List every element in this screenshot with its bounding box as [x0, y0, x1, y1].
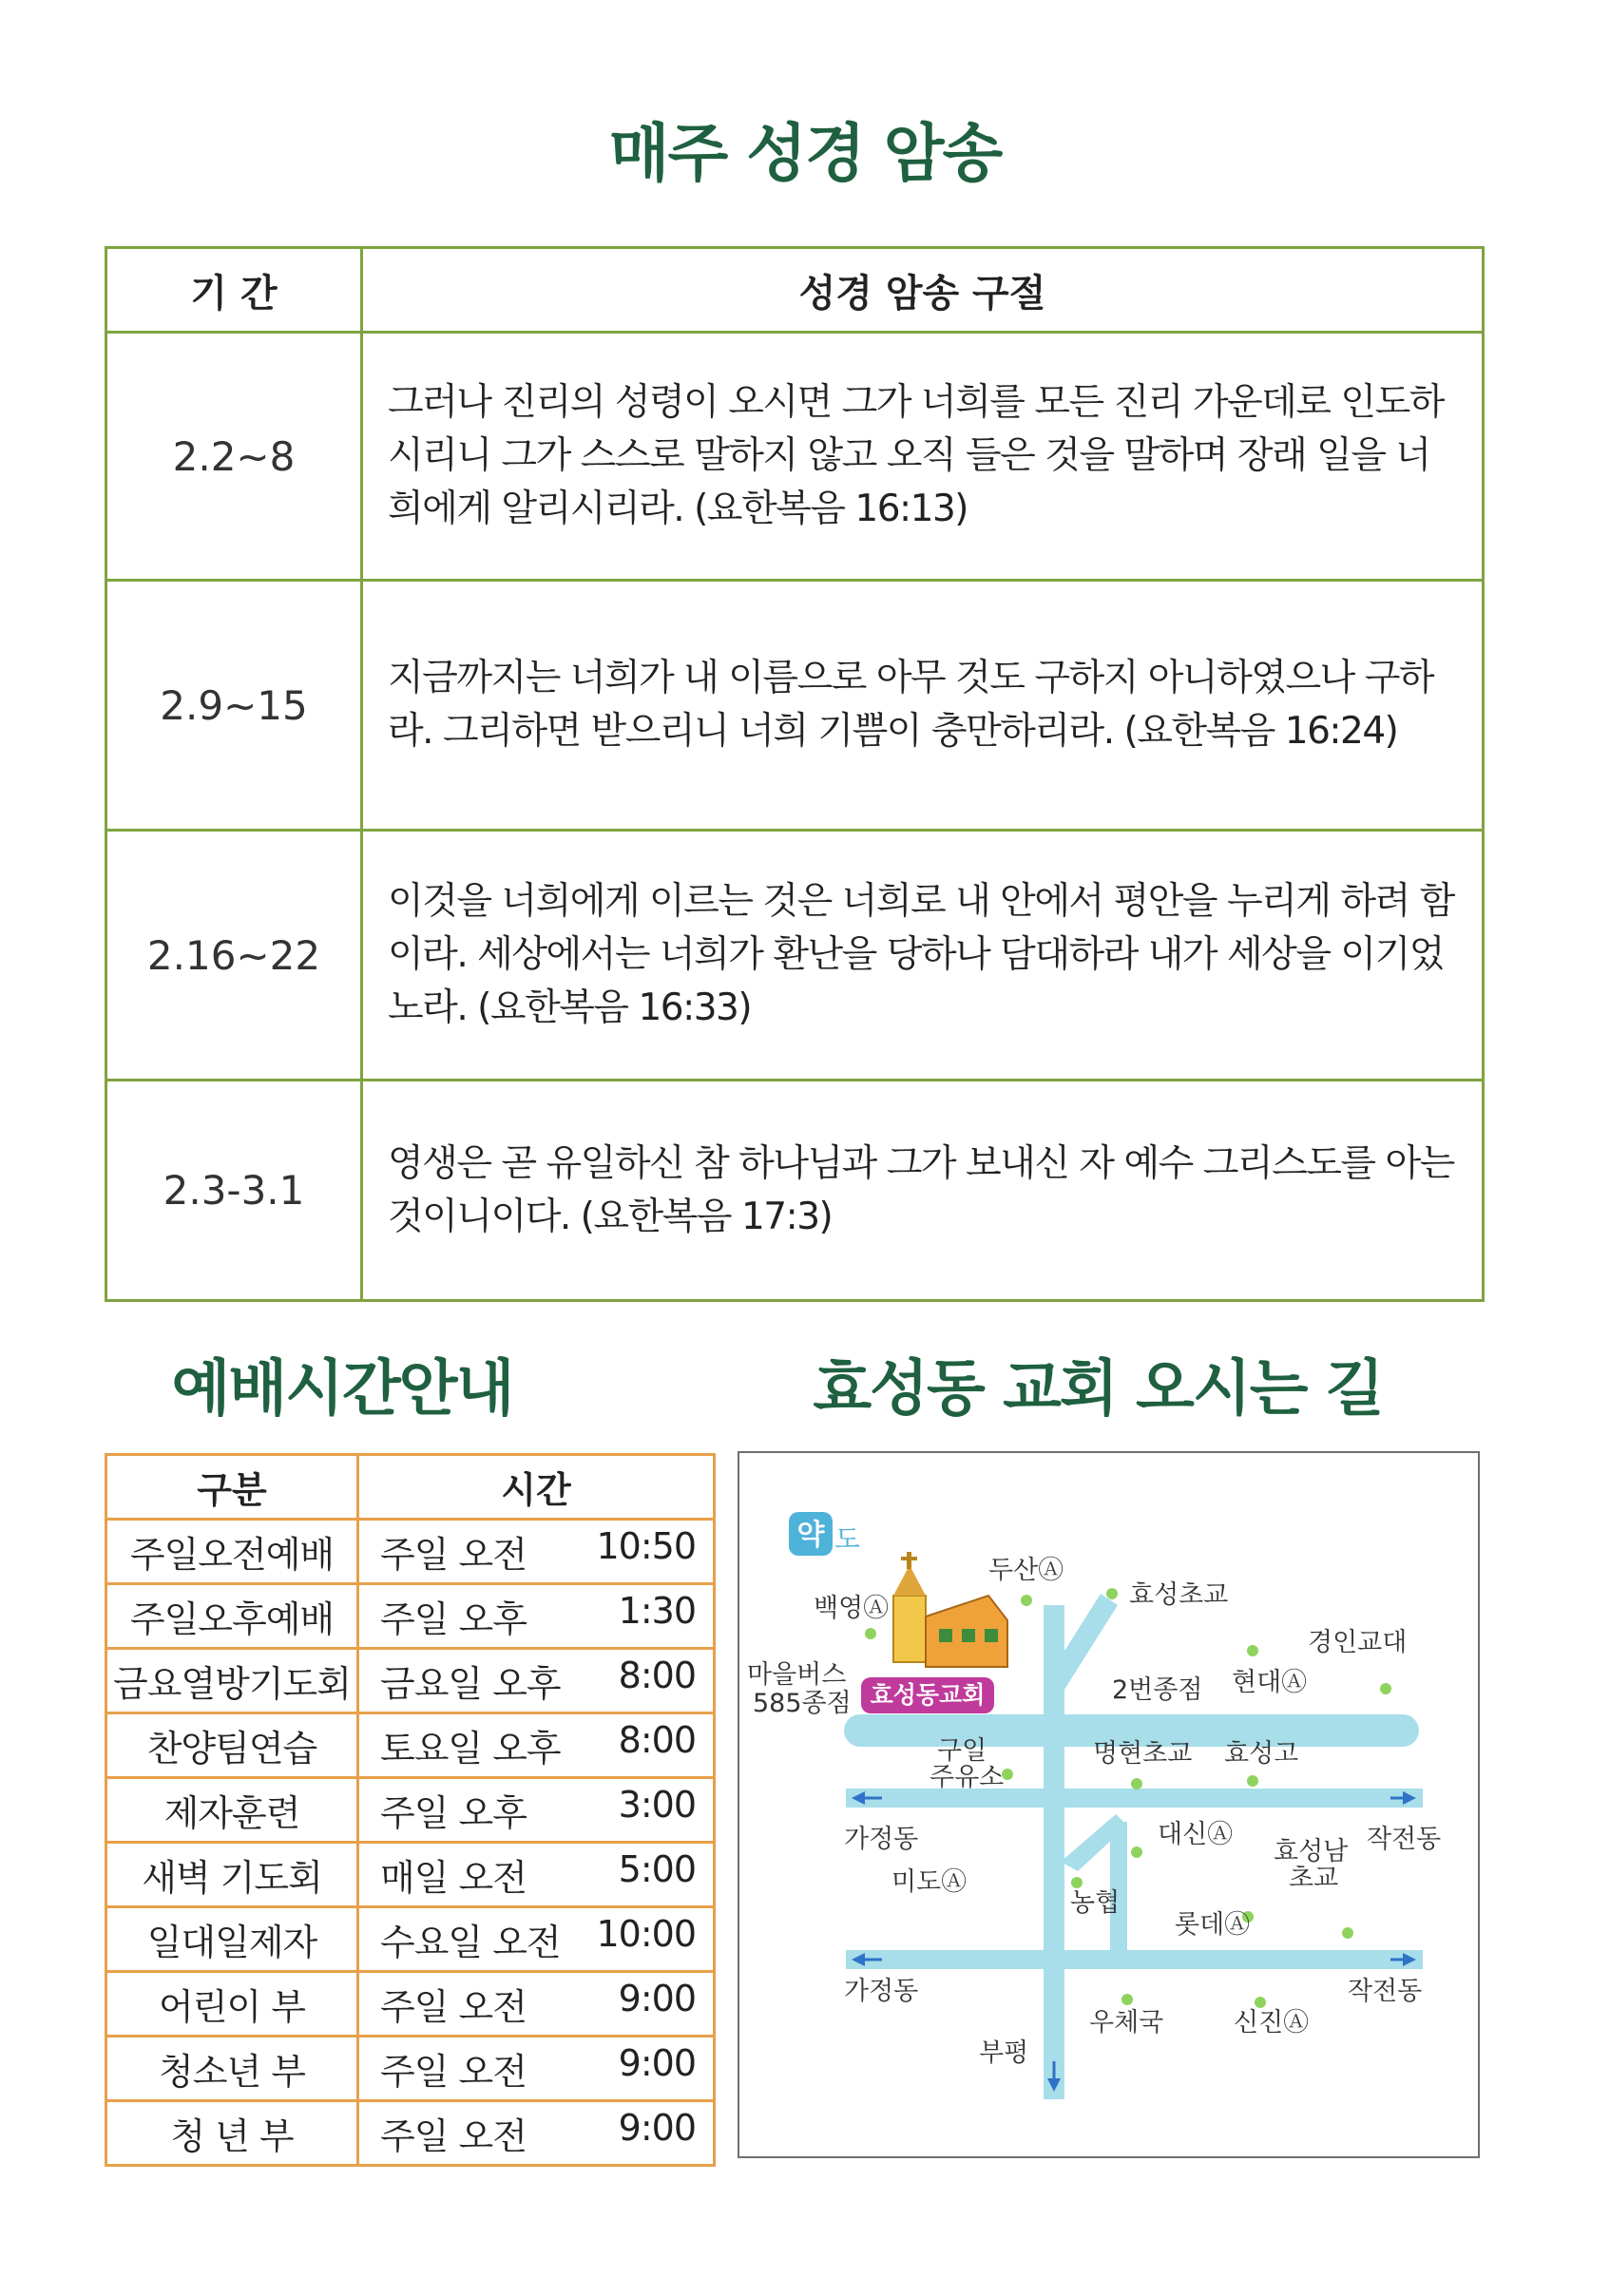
- schedule-row: [106, 1520, 715, 1584]
- label-hyundai: 현대Ⓐ: [1232, 1668, 1308, 1697]
- label-hyoseong-nam-2: 초교: [1289, 1864, 1339, 1893]
- page-title: 매주 성경 암송: [608, 117, 1002, 190]
- schedule-time-cell: [358, 1649, 715, 1713]
- label-guil-1: 구일: [937, 1736, 987, 1766]
- schedule-time-cell: [358, 2037, 715, 2101]
- schedule-time: 9:00: [618, 2042, 696, 2084]
- schedule-category: 찬양팀연습: [106, 1713, 358, 1778]
- header-category: 구분: [106, 1455, 358, 1520]
- label-lotte: 롯데Ⓐ: [1175, 1910, 1251, 1940]
- schedule-row: [106, 2037, 715, 2101]
- schedule-row: [106, 1584, 715, 1649]
- header-time: 시간: [358, 1455, 715, 1520]
- schedule-time-cell: [358, 1713, 715, 1778]
- verse-text: 이것을 너희에게 이르는 것은 너희로 내 안에서 평안을 누리게 하려 함이라. 세상에서는 너희가 환난을 당하나 담대하라 내가 세상을 이기었노라. (요한복음 16:33): [362, 831, 1484, 1081]
- church-window: [962, 1629, 975, 1642]
- schedule-day: 주일 오후: [380, 1792, 527, 1834]
- verse-table-header: [106, 248, 1484, 333]
- dot-daesin: [1131, 1846, 1142, 1858]
- header-period: 기 간: [106, 248, 362, 333]
- schedule-row: [106, 1713, 715, 1778]
- schedule-row: [106, 2101, 715, 2166]
- label-doosan: 두산Ⓐ: [988, 1556, 1064, 1585]
- church-tower-roof: [893, 1565, 926, 1596]
- schedule-row: [106, 1972, 715, 2037]
- dot-hyoseong-nam: [1342, 1927, 1353, 1939]
- label-mido: 미도Ⓐ: [891, 1867, 968, 1897]
- verse-text: 지금까지는 너희가 내 이름으로 아무 것도 구하지 아니하였으나 구하라. 그리하면 받으리니 너희 기쁨이 충만하리라. (요한복음 16:24): [362, 581, 1484, 831]
- verse-row: [106, 581, 1484, 831]
- schedule-day: 수요일 오전: [380, 1922, 561, 1963]
- dot-shinjin: [1255, 1997, 1266, 2008]
- schedule-category: 금요열방기도회: [106, 1649, 358, 1713]
- church-tower: [893, 1596, 926, 1662]
- schedule-time-cell: [358, 1843, 715, 1907]
- label-bupyeong: 부평: [979, 2038, 1029, 2068]
- label-kyungin: 경인교대: [1308, 1628, 1408, 1657]
- schedule-time: 1:30: [618, 1590, 696, 1632]
- map-badge-rest: 도: [834, 1523, 861, 1555]
- schedule-time: 10:50: [596, 1525, 696, 1567]
- label-daesin: 대신Ⓐ: [1158, 1820, 1234, 1849]
- label-guil-2: 주유소: [930, 1763, 1005, 1792]
- schedule-day: 주일 오후: [380, 1598, 527, 1640]
- worship-title: 예배시간안내: [171, 1354, 513, 1425]
- label-shinjin: 신진Ⓐ: [1234, 2008, 1310, 2038]
- schedule-time: 10:00: [596, 1913, 696, 1955]
- road-horizontal-bottom: [846, 1950, 1423, 1969]
- schedule-time-cell: [358, 2101, 715, 2166]
- schedule-time: 8:00: [618, 1719, 696, 1761]
- verse-row: [106, 831, 1484, 1081]
- verse-period: 2.3-3.1: [106, 1081, 362, 1301]
- schedule-day: 주일 오전: [380, 2051, 527, 2093]
- dot-doosan: [1021, 1595, 1032, 1606]
- church-window: [939, 1629, 952, 1642]
- schedule-row: [106, 1649, 715, 1713]
- label-bus-1: 마을버스: [747, 1660, 847, 1690]
- dot-kyungin: [1247, 1645, 1258, 1656]
- schedule-category: 주일오후예배: [106, 1584, 358, 1649]
- verse-period: 2.16~22: [106, 831, 362, 1081]
- map-badge-char: 약: [796, 1519, 825, 1552]
- schedule-day: 토요일 오후: [380, 1728, 561, 1770]
- schedule-time: 8:00: [618, 1655, 696, 1696]
- verse-period: 2.9~15: [106, 581, 362, 831]
- header-verse: 성경 암송 구절: [362, 248, 1484, 333]
- label-baekyoung: 백영Ⓐ: [814, 1594, 890, 1623]
- verse-table: [105, 246, 1485, 1302]
- schedule-day: 주일 오전: [380, 1986, 527, 2028]
- schedule-day: 주일 오전: [380, 2115, 527, 2157]
- verse-text: 그러나 진리의 성령이 오시면 그가 너희를 모든 진리 가운데로 인도하시리니 그가 스스로 말하지 않고 오직 들은 것을 말하며 장래 일을 너희에게 알리시리라. (요한복음 16:13): [362, 333, 1484, 581]
- label-gajung-bottom: 가정동: [844, 1977, 919, 2006]
- schedule-time-cell: [358, 1520, 715, 1584]
- map-drawing: [739, 1453, 1478, 2156]
- dot-hyoseong-elem: [1106, 1588, 1118, 1599]
- schedule-time-cell: [358, 1778, 715, 1843]
- schedule-time: 3:00: [618, 1784, 696, 1826]
- label-hyoseong-nam-1: 효성남: [1274, 1837, 1349, 1866]
- schedule-header: [106, 1455, 715, 1520]
- church-location-map: [738, 1451, 1480, 2158]
- schedule-category: 어린이 부: [106, 1972, 358, 2037]
- schedule-category: 주일오전예배: [106, 1520, 358, 1584]
- schedule-category: 청 년 부: [106, 2101, 358, 2166]
- schedule-row: [106, 1907, 715, 1972]
- label-hyoseong-elem: 효성초교: [1129, 1580, 1229, 1610]
- dot-post: [1121, 1994, 1133, 2005]
- label-bus-2: 585종점: [753, 1689, 852, 1718]
- schedule-time: 9:00: [618, 2107, 696, 2149]
- schedule-category: 새벽 기도회: [106, 1843, 358, 1907]
- schedule-day: 금요일 오후: [380, 1663, 561, 1705]
- schedule-time: 5:00: [618, 1848, 696, 1890]
- label-line2-end: 2번종점: [1112, 1675, 1203, 1705]
- schedule-category: 일대일제자: [106, 1907, 358, 1972]
- verse-period: 2.2~8: [106, 333, 362, 581]
- schedule-day: 주일 오전: [380, 1534, 527, 1576]
- church-window: [985, 1629, 998, 1642]
- label-nonghyup: 농협: [1070, 1888, 1121, 1918]
- dot-hyoseong-high: [1247, 1775, 1258, 1787]
- verse-row: [106, 333, 1484, 581]
- worship-schedule-table: [105, 1453, 716, 2167]
- schedule-time-cell: [358, 1972, 715, 2037]
- church-cross-horizontal: [901, 1557, 917, 1560]
- dot-hyundai: [1380, 1683, 1391, 1694]
- dot-baekyoung: [865, 1628, 876, 1639]
- schedule-category: 청소년 부: [106, 2037, 358, 2101]
- schedule-day: 매일 오전: [380, 1857, 527, 1899]
- label-post: 우체국: [1089, 2008, 1164, 2038]
- map-title: 효성동 교회 오시는 길: [813, 1354, 1383, 1425]
- schedule-row: [106, 1778, 715, 1843]
- label-jakjeon-bottom: 작전동: [1348, 1977, 1423, 2006]
- schedule-row: [106, 1843, 715, 1907]
- dot-myunghyun: [1131, 1778, 1142, 1789]
- church-badge-label: 효성동교회: [870, 1681, 986, 1709]
- label-hyoseong-high: 효성고: [1224, 1739, 1299, 1769]
- verse-row: [106, 1081, 1484, 1301]
- label-gajung-top: 가정동: [844, 1825, 919, 1854]
- label-jakjeon-top: 작전동: [1367, 1825, 1442, 1854]
- label-myunghyun: 명현초교: [1093, 1739, 1193, 1769]
- verse-text: 영생은 곧 유일하신 참 하나님과 그가 보내신 자 예수 그리스도를 아는 것이니이다. (요한복음 17:3): [362, 1081, 1484, 1301]
- schedule-time-cell: [358, 1584, 715, 1649]
- dot-nonghyup: [1071, 1877, 1083, 1888]
- schedule-category: 제자훈련: [106, 1778, 358, 1843]
- schedule-time: 9:00: [618, 1978, 696, 2019]
- schedule-time-cell: [358, 1907, 715, 1972]
